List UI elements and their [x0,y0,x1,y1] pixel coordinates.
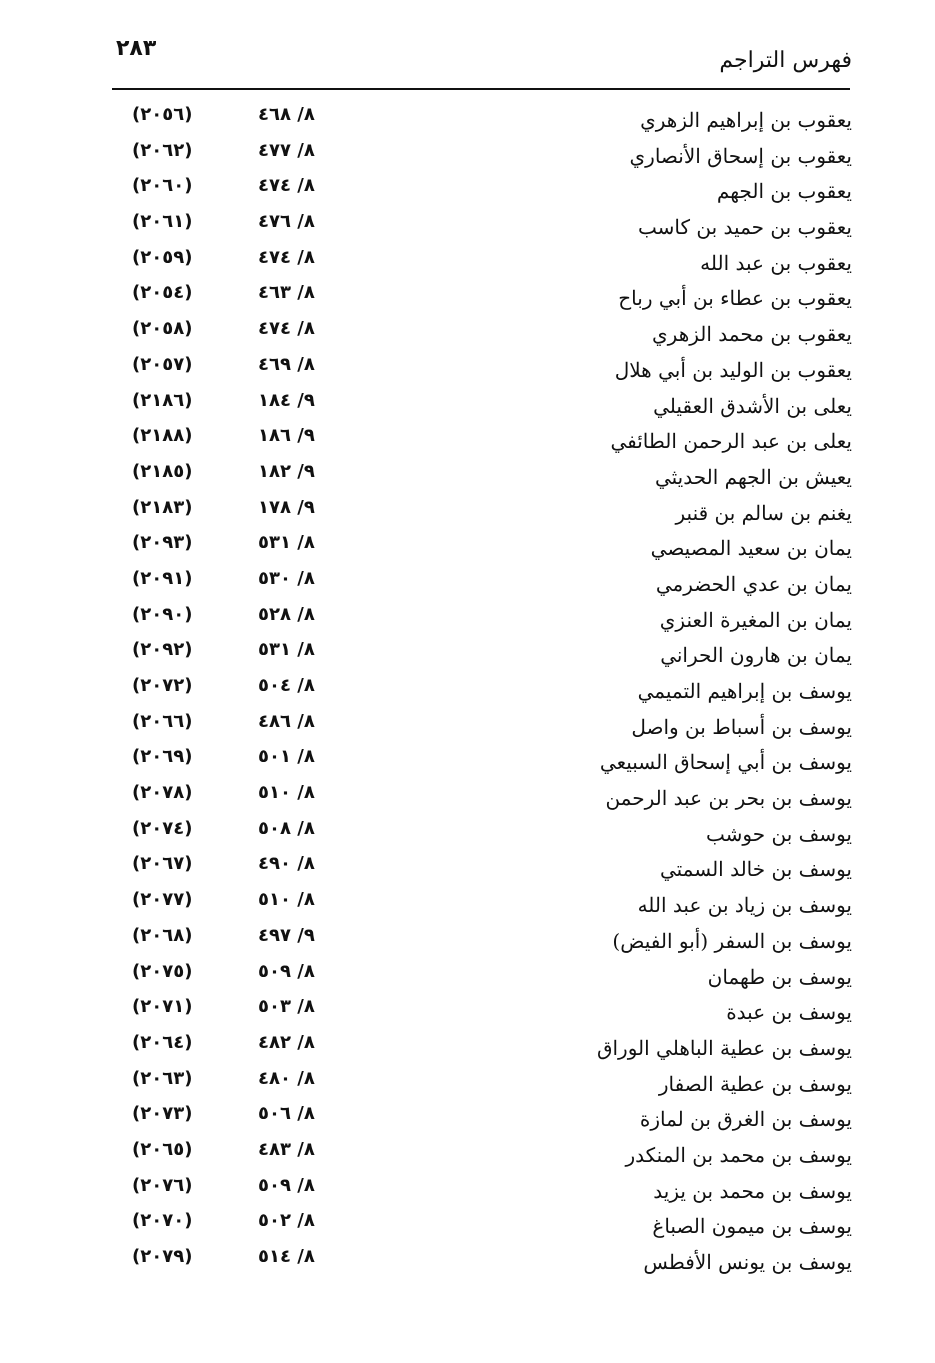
index-entry [118,923,852,959]
entry-name: يعيش بن الجهم الحديثي [654,464,852,489]
index-entry [118,637,852,673]
entry-biography-number: (٢١٨٦) [132,389,193,411]
entry-name: يعقوب بن إبراهيم الزهري [640,108,852,132]
entry-volume-page: ٩/ ١٨٢ [258,460,315,482]
entry-volume-page: ٨/ ٤٨٦ [258,710,315,732]
entry-name: يوسف بن بحر بن عبد الرحمن [605,786,852,811]
entry-name: يعقوب بن عبد الله [700,250,852,275]
entry-biography-number: (٢١٨٥) [132,460,193,482]
index-entry [118,495,852,531]
entry-volume-page: ٩/ ١٨٦ [258,425,315,447]
entry-biography-number: (٢٠٧١) [132,996,193,1018]
entry-name: يوسف بن الغرق بن لمازة [639,1107,852,1132]
entry-volume-page: ٨/ ٤٦٩ [258,353,315,375]
entry-biography-number: (٢٠٧٩) [132,1246,193,1267]
entry-name: يوسف بن طهمان [707,964,852,989]
entry-name: يمان بن سعيد المصيصي [650,536,852,561]
entry-biography-number: (٢٠٧٤) [132,817,193,839]
index-entry [118,388,852,424]
index-entry [118,1208,852,1244]
index-entry [118,673,852,709]
index-entry [118,1066,852,1102]
entry-name: يعقوب بن الجهم [716,179,852,204]
entry-name: يعقوب بن حميد بن كاسب [638,215,852,240]
running-title: فهرس التراجم [719,48,852,73]
entry-biography-number: (٢٠٦٨) [132,924,193,946]
entry-name: يعلى بن عبد الرحمن الطائفي [610,429,852,454]
entry-name: يوسف بن عطية الصفار [658,1071,852,1096]
index-entry [118,423,852,459]
entry-volume-page: ٨/ ٤٧٦ [258,211,315,233]
entry-volume-page: ٨/ ٤٨٢ [258,1031,315,1053]
entry-biography-number: (٢٠٥٤) [132,282,193,304]
entry-name: يوسف بن زياد بن عبد الله [637,893,852,918]
entry-biography-number: (٢٠٧٥) [132,960,193,982]
entry-volume-page: ٨/ ٤٨٣ [258,1138,315,1160]
entry-volume-page: ٨/ ٥٠٤ [258,675,315,696]
entry-biography-number: (٢٠٥٦) [132,104,193,125]
index-entry [118,352,852,388]
entry-name: يمان بن هارون الحراني [660,643,852,668]
index-entry [118,851,852,887]
index-entry [118,138,852,174]
entry-volume-page: ٨/ ٤٦٨ [258,104,315,125]
entry-name: يوسف بن ميمون الصباغ [652,1214,852,1239]
entry-biography-number: (٢٠٥٧) [132,353,193,375]
entry-biography-number: (٢٠٥٨) [132,318,193,340]
entry-volume-page: ٨/ ٥٠١ [258,746,315,768]
entry-biography-number: (٢٠٦٢) [132,139,193,161]
entry-volume-page: ٨/ ٥٠٢ [258,1210,315,1232]
entry-biography-number: (٢٠٩٣) [132,532,193,554]
entry-volume-page: ٨/ ٥٠٩ [258,960,315,982]
entry-volume-page: ٩/ ١٨٤ [258,389,315,411]
entry-name: يوسف بن حوشب [706,821,852,846]
entry-biography-number: (٢٠٦٠) [132,175,193,197]
entry-name: يوسف بن محمد بن المنكدر [625,1142,852,1167]
entry-name: يوسف بن خالد السمتي [659,857,852,882]
entry-volume-page: ٨/ ٤٧٤ [258,175,315,197]
entry-volume-page: ٨/ ٥٠٩ [258,1174,315,1196]
entry-name: يوسف بن محمد بن يزيد [653,1178,852,1203]
index-entry [118,994,852,1030]
entry-biography-number: (٢٠٩١) [132,567,193,589]
entry-volume-page: ٩/ ٤٩٧ [258,924,315,946]
index-entry [118,1137,852,1173]
index-entry [118,602,852,638]
index-entry [118,959,852,995]
entry-volume-page: ٨/ ٥٠٣ [258,996,315,1018]
index-entry [118,1101,852,1137]
index-entry [118,102,852,138]
index-entry [118,1244,852,1280]
index-entry [118,566,852,602]
index-entry [118,245,852,281]
entry-name: يوسف بن إبراهيم التميمي [637,679,852,703]
entry-volume-page: ٨/ ٥١٤ [258,1246,315,1267]
entry-biography-number: (٢٠٧٢) [132,675,193,696]
index-entry [118,709,852,745]
header-rule [112,88,850,90]
entry-biography-number: (٢٠٩٠) [132,603,193,625]
entry-name: يوسف بن عطية الباهلي الوراق [596,1035,852,1060]
entry-volume-page: ٨/ ٤٨٠ [258,1067,315,1089]
index-entries [118,102,852,1280]
entry-name: يغنم بن سالم بن قنبر [675,500,852,525]
page-number: ٢٨٣ [116,36,157,61]
entry-biography-number: (٢٠٧٧) [132,889,193,911]
entry-volume-page: ٨/ ٥١٠ [258,889,315,911]
page-header [110,34,852,90]
entry-biography-number: (٢٠٦٥) [132,1138,193,1160]
index-entry [118,780,852,816]
entry-name: يعقوب بن الوليد بن أبي هلال [614,357,852,382]
entry-volume-page: ٨/ ٥٠٦ [258,1103,315,1125]
entry-biography-number: (٢٠٧٣) [132,1103,193,1125]
entry-volume-page: ٨/ ٤٧٧ [258,139,315,161]
index-entry [118,459,852,495]
index-entry [118,816,852,852]
entry-volume-page: ٨/ ٥٣١ [258,639,315,661]
entry-biography-number: (٢٠٩٢) [132,639,193,661]
entry-biography-number: (٢١٨٣) [132,496,193,518]
index-entry [118,744,852,780]
entry-name: يوسف بن السفر (أبو الفيض) [612,928,852,953]
entry-name: يعقوب بن محمد الزهري [652,322,852,347]
index-entry [118,887,852,923]
index-entry [118,209,852,245]
entry-biography-number: (٢٠٦٤) [132,1031,193,1053]
index-entry [118,280,852,316]
entry-biography-number: (٢٠٧٠) [132,1210,193,1232]
entry-biography-number: (٢٠٦٦) [132,710,193,732]
entry-biography-number: (٢٠٧٨) [132,782,193,804]
index-entry [118,1030,852,1066]
entry-volume-page: ٨/ ٤٧٤ [258,318,315,340]
entry-volume-page: ٨/ ٤٩٠ [258,853,315,875]
entry-name: يوسف بن عبدة [726,1000,852,1025]
entry-biography-number: (٢٠٦٩) [132,746,193,768]
entry-name: يعقوب بن إسحاق الأنصاري [629,143,852,168]
entry-volume-page: ٨/ ٥١٠ [258,782,315,804]
entry-biography-number: (٢١٨٨) [132,425,193,447]
entry-biography-number: (٢٠٦٧) [132,853,193,875]
index-entry [118,530,852,566]
entry-biography-number: (٢٠٥٩) [132,246,193,268]
entry-name: يمان بن عدي الحضرمي [655,571,852,596]
index-entry [118,173,852,209]
entry-volume-page: ٨/ ٤٦٣ [258,282,315,304]
entry-name: يوسف بن أسباط بن واصل [631,714,852,739]
entry-volume-page: ٨/ ٥٢٨ [258,603,315,625]
entry-volume-page: ٩/ ١٧٨ [258,496,315,518]
entry-name: يوسف بن يونس الأفطس [643,1250,852,1274]
index-entry [118,316,852,352]
entry-name: يمان بن المغيرة العنزي [659,607,852,632]
entry-name: يعقوب بن عطاء بن أبي رباح [618,286,852,311]
index-entry [118,1173,852,1209]
entry-biography-number: (٢٠٦٣) [132,1067,193,1089]
entry-volume-page: ٨/ ٤٧٤ [258,246,315,268]
entry-volume-page: ٨/ ٥٠٨ [258,817,315,839]
entry-biography-number: (٢٠٦١) [132,211,193,233]
entry-volume-page: ٨/ ٥٣٠ [258,567,315,589]
entry-biography-number: (٢٠٧٦) [132,1174,193,1196]
entry-volume-page: ٨/ ٥٣١ [258,532,315,554]
entry-name: يعلى بن الأشدق العقيلي [653,393,852,418]
entry-name: يوسف بن أبي إسحاق السبيعي [599,750,852,775]
